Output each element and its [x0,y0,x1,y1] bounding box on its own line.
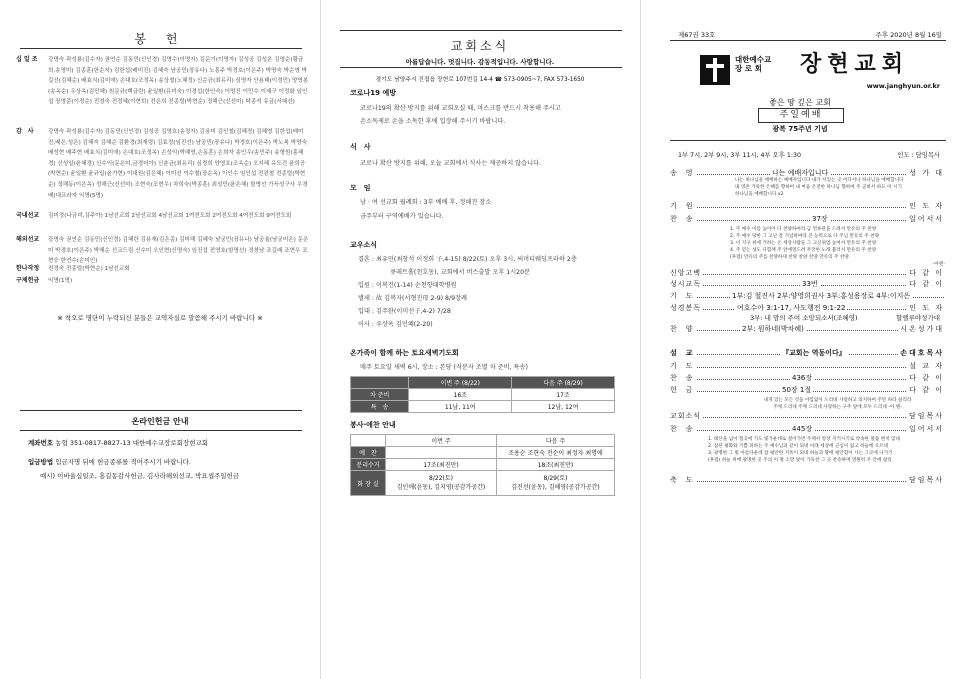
divider [670,40,946,41]
order-item-label: 신앙고백 [670,269,702,277]
order-item [670,291,944,301]
order-item [670,324,944,334]
order-item-label: 기 도 [670,292,694,300]
meeting-text-2: 금주부터 구역예배가 있습니다. [360,213,444,220]
church-website-link[interactable]: www.janghyun.or.kr [866,82,940,90]
order-item [670,373,944,383]
order-item-content: 436장 [792,374,813,382]
offering-lyrics [730,397,945,411]
covid-heading: 코로나19 예방 [350,89,396,97]
table-row [351,447,615,459]
online-offering-title: 온라인헌금 안내 [131,417,189,426]
offering-names: 강명숙 곽성룡(김수자) 권연순 김동민(신인경) 김명수(이명자) 김문기(이명자) 김성공 김성은 김영순(황금희,송영미) 김종훈(한순자) 김한섭(배미진) 김혜숙 남궁민(장유나) 노흥주 박경호(이은주) 박명숙 박순영 박길선(김혜순) 배효식(김미애) 손대호(조정옥) 송상철(노혜정) 신순균(최유리) 심명자 안용태(이정민) 양영봉(송옥순) 우상옥(김민혜) 원문규(백금란) 윤일환(유미숙) 이경섭(한인숙) 이명진 이민수 이재구 이정화 임인섭 장영준(이정순) 전경숙 전정혜(이현희) 전은희 전종렬(박현순) 정해근(신선미) 탁종석 유금(서혜선) [48,57,309,106]
order-item-leader: 성 가 대 [909,169,944,177]
saturday-prayer-heading: 온가족이 함께 하는 토요새벽기도회 [350,349,459,357]
table-cell: 예 찬 [351,447,386,459]
order-item-content: 445장 [792,425,813,433]
lyric-line: 내 영혼 거룩한 은혜를 향하여 내 마음 온전한 하나님 향하여 주 곧바서 하도 이 시기 [735,185,902,190]
order-item-leader: 시온성가대 [900,325,944,333]
service-times: 1부 7시, 2부 9시, 3부 11시, 4부 오후 1:30 [678,152,801,159]
cross-logo-icon [700,55,730,85]
church-address: 경기도 남양주시 진접읍 장현로 107번길 14-4 ☎ 573-0905~7, FAX 573-1650 [375,77,585,83]
order-item [670,385,944,395]
order-item-leader: 인 도 자 [909,202,944,210]
offering-row-domestic [16,211,308,233]
divider [20,410,302,411]
order-item-label: 찬 송 [670,215,694,223]
order-item-leader: 다 같 이 [909,386,944,394]
table-row [351,435,615,447]
divider [340,30,622,31]
table-cell: 8/29(토) 김진선(윤동), 김해영(공감가공간) [497,471,615,496]
order-item-content: 2부: 원하네(박차혜) [742,325,804,333]
leader-dots [670,367,944,368]
offering-names: 익명(1명) [48,278,73,284]
table-row [351,401,615,413]
news-title: 교회소식 [450,39,510,53]
table-header-cell [351,435,386,447]
lyric-line: 하나님을 예배합니다 x2 [735,192,784,197]
order-item-content: 33번 [802,280,818,288]
offering-title: 봉 헌 [134,32,186,46]
order-item [670,268,944,278]
leader-dots [670,417,944,418]
offering-category: 감 사 [16,128,34,135]
order-item-label: 찬 송 [670,374,694,382]
order-item-leader: 일어서서 [908,215,944,223]
order-item-leader: 다 같 이 [909,280,944,288]
account-number: 농협 351-0817-8827-13 대한예수교장로회장현교회 [55,439,209,447]
order-item-label: 찬 양 [670,325,694,333]
table-header-cell: 다음 주 (8/29) [512,377,615,389]
table-header-cell: 이번 주 (8/22) [409,377,512,389]
offering-row-hannah [16,264,308,275]
closing-hymn-lyrics [708,436,948,464]
lyric-line: 주께 드리네 주께 드리네 사랑하는 구주 앞에 모두 드리네 -아 멘- [773,405,902,410]
lyric-line: 1. 주 예수 이름 높이어 다 찬양하여라 금 면류관을 드려서 만유의 주 찬양 [730,227,877,232]
lyric-line: -아멘- [932,262,945,267]
lyric-line: 2. 참된 평화와 기쁨 피하는 주 예수님과 같이 되네 아래 세상에 근심이 없고 하늘에 오르네 [708,444,889,449]
order-item-content: 37장 [812,215,828,223]
order-item-label: 헌 금 [670,386,694,394]
service-officiant: 인도 : 담임목사 [897,152,940,159]
order-item-label: 송 영 [670,169,694,177]
table-cell: 조용순 조현숙 전순이 최정자 최명애 [497,447,615,459]
bulletin-date: 주후 2020년 8월 16일 [875,31,942,39]
account-label: 계좌번호 [28,439,54,447]
offering-category: 해외선교 [16,236,40,243]
table-row [351,389,615,401]
news-greeting: 아름답습니다. 멋집니다. 감동적입니다. 사랑합니다. [405,58,555,66]
order-item-label: 성시교독 [670,280,702,288]
order-item-label: 찬 송 [670,425,694,433]
order-item-leader: 담임목사 [908,476,944,484]
order-item-label: 기 원 [670,202,694,210]
church-name: 장현교회 [800,52,910,77]
order-item-leader: 일어서서 [908,425,944,433]
order-item-label: 성경봉독 [670,304,702,312]
order-item [670,214,944,224]
example-line: 예시) 이바울십일조, 홍길동감사헌금, 김사라해외선교, 박요셉주일헌금 [40,472,240,480]
order-item-leader: 다 같 이 [909,269,944,277]
table-cell: 차 준비 [351,389,409,401]
table-cell: 18조(최진만) [497,459,615,471]
offering-names: 김미정(나금미,김주아) 1남선교회 2남선교회 4남선교회 1여전도회 2여전도회 4여전도회 9여전도회 [48,213,292,219]
offering-row-thanks [16,127,308,201]
omission-note: ※ 착오로 명단이 누락되신 분들은 교역자실로 말씀해 주시기 바랍니다 ※ [57,314,263,322]
family-news-heading: 교우소식 [350,241,378,249]
table-cell [386,447,497,459]
divider [20,430,302,431]
order-item-label: 설 교 [670,349,694,357]
choir-group: 할렐루야성가대 [896,314,940,322]
table-cell: 8/22(토) 김인애(윤동), 김지영(공감가공간) [386,471,497,496]
account-line [28,437,308,450]
meal-heading: 식 사 [350,143,371,151]
choir-name: 3부: 내 맘의 주여 소망되소서(조혜영) [750,314,858,322]
offering-row-tithe [16,55,308,119]
issue-number: 제67권 33호 [678,31,716,39]
lyric-line: 2. 주 예수 당한 그 고난 잘 기념하여라 큰 능력으로 다 주님 만유의 주 찬양 [730,234,880,239]
table-row [351,459,615,471]
table-cell: 분리수거 [351,459,386,471]
news-column [320,0,640,679]
table-header-cell [351,377,409,389]
order-item-leader: 설 교 자 [909,362,944,370]
lyric-line: (후렴) 하늘 위에 광명한 곳 주의 이 땅 소망 빛이 가득찬 그 곳 찬송하며 영원히 주 안에 살리 [708,458,892,463]
order-item-content: 여호수아 3:1-17, 사도행전 9:1-22 [737,304,846,312]
order-item [670,201,944,211]
table-header-cell: 다음 주 [497,435,615,447]
covid-text-1: 코로나19의 확산 방지를 위해 교회오실 때, 마스크를 반드시 착용해 주시고 [360,105,561,112]
table-cell: 11남, 11여 [409,401,512,413]
family-news-line: 결혼 : 최유민(최창석 이정희 子,4-15) 8/22(토) 오후 3시, 써머티웨딩프라하 2층 [358,256,577,263]
table-cell: 12남, 12여 [512,401,615,413]
offering-category: 십 일 조 [16,56,38,63]
service-title: 주일예배 [758,108,844,123]
lyric-line: 1. 태산을 넘어 험곡에 가도 빛가운데로 걸어가면 주께서 항상 지키시기로 약속한 말씀 변치 않네 [708,437,900,442]
meal-text: 코로나 확산 방지를 위해, 오늘 교회에서 식사는 제공하지 않습니다. [360,160,542,167]
method-line [28,456,308,469]
order-item-leader: 인 도 자 [909,304,944,312]
order-item [670,303,944,313]
divider [340,67,622,68]
table-row [351,471,615,496]
church-slogan: 좋은 땅 깊은 교회 [769,98,831,107]
family-news-line: 이사 : 우상옥 김민혜(2-20) [358,321,433,328]
order-item-leader: 담임목사 [908,412,944,420]
lyric-line: 나는 하나님을 예배하는 예배자입니다 내가 서있는 곳 어디서나 하나님을 예배합니다 [735,178,904,183]
family-news-line: 큐레트홀(천호동), 교회에서 버스출발 오후 1시20분 [390,269,531,276]
meeting-heading: 모 임 [350,184,371,192]
praise-lyrics [735,177,945,198]
table-cell: 화 장 실 [351,471,386,496]
family-news-line: 별세 : 故 김복자(서형진母 2-9) 8/9장례 [358,295,467,302]
order-item-label: 기 도 [670,362,694,370]
leader-dots [670,481,944,482]
family-news-line: 입원 : 이복진(1-14) 순천향대학병원 [358,282,457,289]
table-cell: 16조 [409,389,512,401]
offering-names: 전경숙 전종렬(박현순) 1남선교회 [48,266,130,272]
order-item [670,279,944,289]
order-item [670,361,944,371]
method-text: 입금자명 뒤에 헌금종류를 적어주시기 바랍니다. [55,458,192,466]
order-item [670,411,944,421]
table-cell: 17조 [512,389,615,401]
offering-category: 국내선교 [16,212,40,219]
service-duty-table [350,434,615,496]
table-row [351,377,615,389]
family-news-line: 입대 : 김주완(이미선子,4-2) 7/28 [358,308,451,315]
denomination-logo-text: 대한예수교 장 로 회 [735,55,772,73]
lyric-line: 4. 주 믿는 성도 다함께 주 앞에엎드려 무궁한 노래 불러서 만유의 주 찬양 [730,248,877,253]
saturday-prayer-info: 매주 토요일 새벽 6시, 장소 : 본당 (직분자 조별 차 준비, 특송) [360,364,528,371]
leader-dots [670,274,944,275]
service-subtitle: 광복 75주년 기념 [772,125,828,133]
offering-row-relief [16,276,308,287]
service-duty-heading: 봉사·애찬 안내 [350,421,396,429]
meeting-text-1: 남 · 여 선교회 월례회 : 3부 예배 후, 정해진 장소 [360,199,492,206]
divider [20,48,302,49]
offering-category: 구제헌금 [16,277,40,284]
leader-dots [670,207,944,208]
offering-names: 강명숙 권연순 김동민(신인경) 김혜란 김용재(김은종) 김미해 김혜숙 남궁민(장유나) 남궁율(남궁미온) 문은미 박경호(이은주) 박혜순 선교드림 신수미 오인현(신명숙) 임진섭 전영호(함명선) 정창남 조길래 조현우 조현승 한연수(손미인) [48,237,309,265]
prayer-table [350,376,615,413]
order-item [670,348,944,358]
offering-category: 한나작정 [16,265,40,272]
lyric-line: 3. 광명한 그 빛 아름다운데 참 평안한 지옥이 되네 하늘과 땅에 평안함이 사는 그곳에 나가기 [708,451,893,456]
order-item-content: 1부:김 철진사 2부:양영희권사 3부:홍성용장로 4부:이지은 [732,292,911,300]
table-cell: 특 송 [351,401,409,413]
bulletin-column [640,0,960,679]
divider [670,140,946,141]
order-item [670,424,944,434]
order-item-label: 축 도 [670,476,694,484]
hymn-lyrics [730,226,945,268]
covid-text-2: 손소독제로 손을 소독한 후에 입장해 주시기 바랍니다. [360,118,506,125]
lyric-line: 내게 있는 모든 것을 아낌없이 드리네 사랑하고 의지하여 주만 따라 살리라 [763,398,912,403]
leader-dots [670,220,944,221]
order-item-label: 교회소식 [670,412,702,420]
offering-column [0,0,320,679]
order-item-leader: 손대호목사 [900,349,944,357]
order-item [670,475,944,485]
order-item-content: 『교회는 역동이다』 [782,349,846,357]
lyric-line: 3. 이 지구 위에 거하는 온 세상사람들 그 크신위엄 높여서 만유의 주 찬양 [730,241,877,246]
offering-row-overseas [16,235,308,267]
order-item-leader: 다 같 이 [909,374,944,382]
offering-names: 강명숙 곽성룡(김수자) 김동민(신인경) 김성공 김영호(송정자) 김용미 김인철(김혜경) 김혜영 김한섭(배미진,배은,성은) 김혜숙 김혜순 김환경(최재령) 김효정(임진선) 남궁민(장유나) 박경호(이은주) 박노복 박명숙 배성현 배주현 배효식(김미애) 손대호(조정옥) 손성익(박혜영,손동훈) 손희자 송인우(송민주) 송형원(홍혜경) 신성일(윤혜경) 신수익(문은미,금경미아) 신춘균(최유리) 심경희 양영호(조옥순) 오지혜 유도건 윤희공(박현순) 윤일환 윤규일(윤가현) 이대원(김은혜) 이미선 이수철(장순옥) 이인수 임인섭 전광철 전종렬(박현순) 정해동(이은옥) 정해근(신선미) 조현숙(조현우) 차희숙(박종훈) 최성민(윤은혜) 함병선 가득성구사 우경배(대프라자 익명(5명) [48,129,308,199]
table-cell: 17조(최진만) [386,459,497,471]
method-label: 입금방법 [28,458,54,466]
table-header-cell: 이번 주 [386,435,497,447]
lyric-line: (후렴) 만유의 주를 찬양하세 찬양 찬양 찬양 만유의 주 찬양 [730,255,849,260]
order-item-content: 나는 예배자입니다 [772,169,829,177]
order-item-content: 50장 1절 [782,386,812,394]
